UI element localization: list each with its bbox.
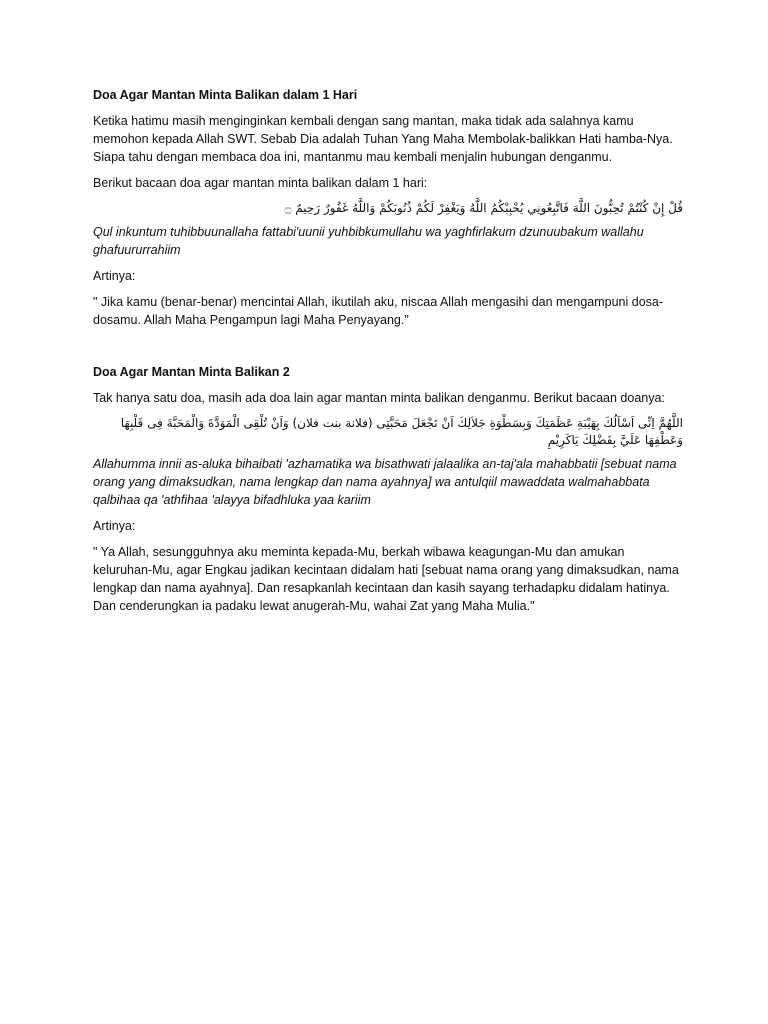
doa-section-1: [93, 86, 683, 329]
latin-transliteration: Allahumma innii as-aluka bihaibati 'azhamatika wa bisathwati jalaalika an-taj'ala mahabbatii [sebuat nama orang yang dimaksudkan, nama lengkap dan nama ayahnya] wa antulqiil mawaddata walmahabbata qalbihaa qa 'athfihaa 'alayya bifadhluka yaa kariim: [93, 457, 677, 507]
doa-section-2: [93, 363, 683, 615]
meaning-label: Artinya:: [93, 269, 136, 283]
section-heading: Doa Agar Mantan Minta Balikan 2: [93, 365, 290, 379]
intro-paragraph: Ketika hatimu masih menginginkan kembali dengan sang mantan, maka tidak ada salahnya kamu memohon kepada Allah SWT. Sebab Dia adalah Tuhan Yang Maha Membolak-balikkan Hati hamba-Nya. Siapa tahu dengan membaca doa ini, mantanmu mau kembali menjalin hubungan denganmu.: [93, 114, 673, 164]
meaning-text: " Ya Allah, sesungguhnya aku meminta kepada-Mu, berkah wibawa keagungan-Mu dan amukan keluruhan-Mu, agar Engkau jadikan kecintaan didalam hati [sebuat nama orang yang dimaksudkan, nama lengkap dan nama ayahnya]. Dan resapkanlah kecintaan dan kasih sayang terhadapku didalam hatinya. Dan cenderungkan ia padaku lewat anugerah-Mu, wahai Zat yang Maha Mulia.": [93, 545, 679, 613]
section-heading: Doa Agar Mantan Minta Balikan dalam 1 Hari: [93, 88, 358, 102]
arabic-text: قُلْ إِنْ كُنْتُمْ تُحِبُّونَ اللَّهَ فَاتَّبِعُونِي يُحْبِبْكُمُ اللَّهُ وَيَغْفِرْ لَكُمْ ذُنُوبَكُمْ وَاللَّهُ غَفُورٌ رَحِيمٌ ۝: [284, 201, 683, 215]
latin-transliteration: Qul inkuntum tuhibbuunallaha fattabi'uunii yuhbibkumullahu wa yaghfirlakum dzunuubakum wallahu ghafuururrahiim: [93, 225, 644, 257]
intro-paragraph: Tak hanya satu doa, masih ada doa lain agar mantan minta balikan denganmu. Berikut bacaan doanya:: [93, 391, 665, 405]
arabic-text: اللَّهُمَّ اِنِّى اَسْاَلُكَ بِهَيْبَةِ عَظَمَتِكَ وَبِسَطْوَةِ جَلاَلِكَ اَنْ تَجْعَلَ مَحَبَّتِى (فلانة بنت فلان) وَاَنْ تُلْقِى الْمَوَدَّةَ وَالْمَحَبَّةَ فِى قَلْبِهَا وَعَطْفِهَا عَلَيَّ بِفَضْلِكَ يَاكَرِيْمِ: [120, 416, 683, 447]
lead-paragraph: Berikut bacaan doa agar mantan minta balikan dalam 1 hari:: [93, 176, 428, 190]
document-page: [93, 86, 683, 615]
meaning-label: Artinya:: [93, 519, 136, 533]
meaning-text: " Jika kamu (benar-benar) mencintai Allah, ikutilah aku, niscaa Allah mengasihi dan mengampuni dosa-dosamu. Allah Maha Pengampun lagi Maha Penyayang.": [93, 295, 664, 327]
